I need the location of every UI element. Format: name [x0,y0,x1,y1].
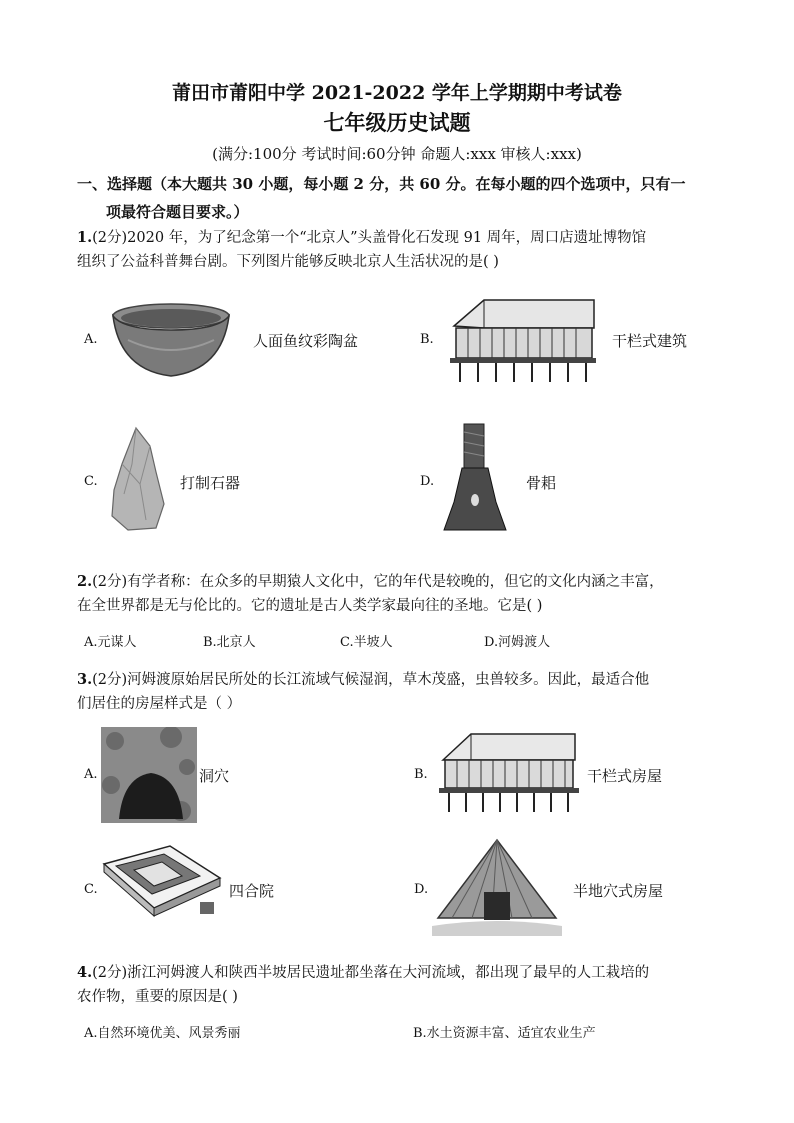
q2-option-c[interactable]: C.半坡人 [340,635,393,650]
question-number: 1. [77,229,93,246]
question-text: (2分)2020 年，为了纪念第一个“北京人”头盖骨化石发现 91 周年，周口店遗址博物馆 [92,230,647,246]
q1-option-b-caption: 干栏式建筑 [612,332,688,350]
q1-option-a-letter[interactable]: A. [84,332,98,347]
q3-option-a-caption: 洞穴 [199,767,230,785]
q1-option-c-caption: 打制石器 [180,474,241,492]
q1-option-c-letter[interactable]: C. [84,474,98,489]
q3-option-b-letter[interactable]: B. [414,767,428,782]
q3-option-d-letter[interactable]: D. [414,882,429,897]
stilt-house-icon [444,296,602,386]
q4-option-b[interactable]: B.水土资源丰富、适宜农业生产 [413,1026,596,1041]
q3-option-a-letter[interactable]: A. [84,767,98,782]
q4-option-a[interactable]: A.自然环境优美、风景秀丽 [84,1026,241,1041]
exam-title: 莆田市莆阳中学 2021-2022 学年上学期期中考试卷 [172,82,622,104]
exam-subtitle: 七年级历史试题 [323,110,471,135]
question-2 [77,570,664,591]
question-text: (2分)河姆渡原始居民所处的长江流域气候湿润，草木茂盛，虫兽较多。因此，最适合他 [92,672,650,688]
question-number: 4. [77,964,93,981]
q1-option-d-letter[interactable]: D. [420,474,435,489]
question-4 [77,961,649,982]
q2-option-b[interactable]: B.北京人 [203,635,256,650]
exam-meta: (满分:100分 考试时间:60分钟 命题人:xxx 审核人:xxx) [212,145,582,163]
question-text: (2分)浙江河姆渡人和陕西半坡居民遗址都坐落在大河流域，都出现了最早的人工栽培的 [92,965,650,981]
q3-option-c-letter[interactable]: C. [84,882,98,897]
q1-option-b-letter[interactable]: B. [420,332,434,347]
stilt-house-icon [435,730,583,816]
question-1 [77,226,646,247]
bone-spade-icon [440,422,510,534]
section-heading-cont: 项最符合题目要求。） [106,203,249,221]
q3-option-c-caption: 四合院 [229,882,275,900]
question-3 [77,668,649,689]
chipped-stone-tool-icon [106,424,168,534]
cave-icon [101,727,197,823]
q3-option-b-caption: 干栏式房屋 [587,767,663,785]
semi-subterranean-hut-icon [432,836,562,940]
question-4-cont: 农作物，重要的原因是( ) [77,989,238,1005]
section-heading: 一、选择题（本大题共 30 小题，每小题 2 分，共 60 分。在每小题的四个选项中，只有一 [77,175,686,193]
pottery-basin-icon [108,300,234,382]
q2-option-a[interactable]: A.元谋人 [84,635,137,650]
question-number: 3. [77,671,93,688]
question-text: (2分)有学者称：在众多的早期猿人文化中，它的年代是较晚的，但它的文化内涵之丰富， [92,574,664,590]
courtyard-house-icon [100,842,224,920]
question-3-cont: 们居住的房屋样式是（ ） [77,696,242,712]
question-1-cont: 组织了公益科普舞台剧。下列图片能够反映北京人生活状况的是( ) [77,254,499,270]
q2-option-d[interactable]: D.河姆渡人 [484,635,551,650]
question-number: 2. [77,573,93,590]
q1-option-d-caption: 骨耜 [526,474,557,492]
question-2-cont: 在全世界都是无与伦比的。它的遗址是古人类学家最向往的圣地。它是( ) [77,598,543,614]
q3-option-d-caption: 半地穴式房屋 [573,882,664,900]
q1-option-a-caption: 人面鱼纹彩陶盆 [253,332,359,350]
